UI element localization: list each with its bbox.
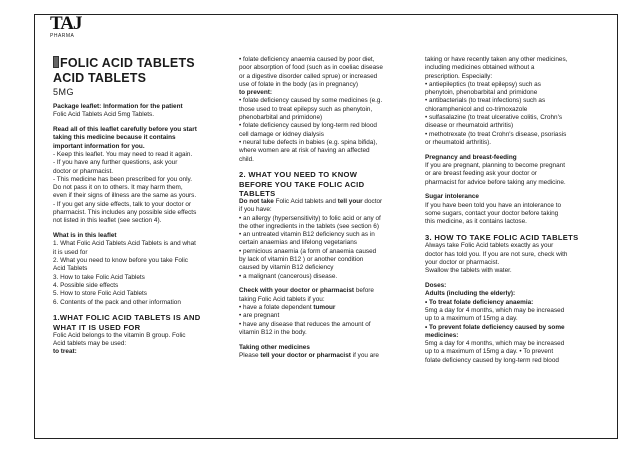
text-line: phenytoin, phenobarbital and primidone: [425, 89, 538, 97]
title-marker-icon: [53, 56, 59, 68]
text-line: up to a maximum of 15mg a day. • To prevent: [425, 348, 554, 356]
check-with-bold: Check with your doctor or pharmacist: [239, 287, 355, 295]
text-line: up to a maximum of 15mg a day.: [425, 315, 518, 323]
tell-doctor-line: [239, 352, 391, 360]
to-prevent-label: to prevent:: [239, 89, 273, 97]
text-line: - Keep this leaflet. You may need to read it again.: [53, 150, 193, 158]
section-1-heading: 1.WHAT FOLIC ACID TABLETS IS AND: [53, 313, 201, 323]
text-line: chloramphenicol and co-trimoxazole: [425, 105, 528, 113]
tell-your-bold: tell your: [337, 197, 363, 205]
column-1: [53, 56, 213, 357]
text-line: or are breast feeding ask your doctor or: [425, 170, 537, 178]
text-line: doctor has told you. If you are not sure, check with: [425, 250, 568, 258]
adults-heading: Adults (including the elderly):: [425, 290, 516, 298]
toc-item: it is used for: [53, 248, 88, 256]
text-line: prescription. Especially:: [425, 72, 493, 80]
text-line: • folate deficiency caused by long-term red blood: [239, 122, 377, 130]
toc-item: Acid Tablets: [53, 265, 88, 273]
company-logo: [50, 14, 80, 50]
text-line: the other ingredients in the tablets (see section 6): [239, 222, 379, 230]
doses-heading: Doses:: [425, 282, 447, 290]
text-line: poor absorption of food (such as in coeliac disease: [239, 64, 383, 72]
text-line: caused by vitamin B12 deficiency: [239, 264, 334, 272]
toc-item: 4. Possible side effects: [53, 281, 119, 289]
text-line: taking or have recently taken any other medicines,: [425, 56, 568, 63]
text-line: • have any disease that reduces the amount of: [239, 320, 371, 328]
do-not-take-text: Folic Acid tablets and: [273, 197, 338, 205]
read-all-line: important information for you.: [53, 142, 145, 150]
text-line: • neural tube defects in babies (e.g. spina bifida),: [239, 138, 378, 146]
text-line: taking Folic Acid tablets if you:: [239, 295, 325, 303]
text-line: If you have been told you have an intolerance to: [425, 201, 562, 209]
text-line: disease or rheumatoid arthritis): [425, 122, 514, 130]
text-line: pharmacist. This includes any possible side effects: [53, 209, 197, 217]
strength-label: 5MG: [53, 87, 75, 97]
text-line: by lack of vitamin B12 ) or another condition: [239, 256, 364, 264]
text-line: this medicine, as it contains lactose.: [425, 218, 527, 226]
prevent-heading: medicines:: [425, 331, 459, 339]
check-with-end: before: [354, 287, 374, 295]
toc-item: 6. Contents of the pack and other information: [53, 298, 181, 306]
logo-text: TAJ: [50, 13, 82, 34]
text-line: doctor or pharmacist.: [53, 167, 114, 175]
column-2: [239, 56, 391, 360]
text-line: some sugars, contact your doctor before taking: [425, 210, 559, 218]
text-line: pharmacist for advice before taking any medicine.: [425, 178, 566, 186]
do-not-take-bold: Do not take: [239, 197, 274, 205]
pregnancy-heading: Pregnancy and breast-feeding: [425, 153, 517, 161]
other-medicines-heading: Taking other medicines: [239, 343, 310, 351]
do-not-take-line: [239, 198, 391, 206]
text-line: your doctor or pharmacist.: [425, 258, 500, 266]
text-line: child.: [239, 155, 254, 163]
tumour-pre: • have a folate dependent: [239, 304, 314, 312]
text-line: where women are at risk of having an affected: [239, 147, 370, 155]
text-line: Folic Acid belongs to the vitamin B group. Folic: [53, 331, 186, 339]
text-line: - If you have any further questions, ask your: [53, 159, 178, 167]
tell-bold: tell your doctor or pharmacist: [260, 352, 351, 360]
text-line: certain anaemias and lifelong vegetarians: [239, 239, 357, 247]
text-line: if you have:: [239, 206, 272, 214]
toc-item: 3. How to take Folic Acid Tablets: [53, 273, 145, 281]
sugar-heading: Sugar intolerance: [425, 193, 479, 201]
toc-item: 1. What Folic Acid Tablets Acid Tablets is and what: [53, 240, 196, 248]
toc-item: 2. What you need to know before you take Folic: [53, 257, 188, 265]
text-line: • sulfasalazine (to treat ulcerative colitis, Crohn's: [425, 114, 563, 122]
text-line: • folate deficiency anaemia caused by poor diet,: [239, 56, 375, 63]
tell-pre: Please: [239, 352, 261, 360]
text-line: 5mg a day for 4 months, which may be increased: [425, 340, 565, 348]
section-2-heading: 2. WHAT YOU NEED TO KNOW: [239, 170, 358, 180]
column-3: [425, 56, 590, 365]
check-with-line: [239, 287, 391, 295]
tumour-bold: tumour: [313, 304, 336, 312]
section-3-heading: 3. HOW TO TAKE FOLIC ACID TABLETS: [425, 233, 579, 243]
text-line: vitamin B12 in the body.: [239, 328, 307, 336]
text-line: • antibacterials (to treat infections) such as: [425, 97, 546, 105]
text-line: use of folate in the body (as in pregnancy): [239, 80, 359, 88]
leaflet-product: Folic Acid Tablets Acid 5mg Tablets.: [53, 111, 154, 119]
read-all-line: Read all of this leaflet carefully before you start: [53, 126, 197, 134]
tumour-line: [239, 304, 391, 312]
text-line: including medicines obtained without a: [425, 64, 535, 72]
section-1-heading: WHAT IT IS USED FOR: [53, 322, 141, 332]
prevent-heading: • To prevent folate deficiency caused by some: [425, 323, 565, 331]
text-line: Acid tablets may be used:: [53, 340, 127, 348]
text-line: Always take Folic Acid tablets exactly as your: [425, 242, 554, 250]
text-line: • a malignant (cancerous) disease.: [239, 272, 338, 280]
document-title: [53, 56, 213, 71]
text-line: those used to treat epilepsy such as phenytoin,: [239, 105, 373, 113]
text-line: Do not pass it on to others. It may harm them,: [53, 184, 183, 192]
text-line: even if their signs of illness are the same as yours.: [53, 192, 197, 200]
text-line: • are pregnant: [239, 312, 280, 320]
text-line: • an untreated vitamin B12 deficiency such as in: [239, 231, 375, 239]
text-line: phenobarbital and primidone): [239, 114, 323, 122]
title-line-2: ACID TABLETS: [53, 70, 147, 85]
treat-heading: • To treat folate deficiency anaemia:: [425, 298, 534, 306]
text-line: • antiepileptics (to treat epilepsy) such as: [425, 80, 541, 88]
toc-heading: What is in this leaflet: [53, 232, 117, 240]
text-line: • methotrexate (to treat Crohn's disease, psoriasis: [425, 130, 567, 138]
text-line: folate deficiency caused by long-term red blood: [425, 356, 559, 364]
text-line: If you are pregnant, planning to become pregnant: [425, 162, 565, 170]
leaflet-heading: Package leaflet: Information for the patient: [53, 103, 183, 110]
text-line: Swallow the tablets with water.: [425, 267, 512, 275]
text-line: • folate deficiency caused by some medicines (e.g.: [239, 97, 383, 105]
text-line: not listed in this leaflet (see section 4).: [53, 217, 162, 225]
section-2-heading: BEFORE YOU TAKE FOLIC ACID: [239, 179, 365, 189]
text-line: - This medicine has been prescribed for you only.: [53, 175, 193, 183]
read-all-line: taking this medicine because it contains: [53, 134, 176, 142]
section-2-heading: TABLETS: [239, 188, 276, 198]
text-line: - If you get any side effects, talk to your doctor or: [53, 200, 192, 208]
logo-subtext: PHARMA: [50, 33, 75, 39]
doctor-text: doctor: [362, 197, 383, 205]
tell-end: if you are: [350, 352, 379, 360]
toc-item: 5. How to store Folic Acid Tablets: [53, 290, 148, 298]
text-line: or a digestive disorder called sprue) or increased: [239, 72, 378, 80]
title-line-1: FOLIC ACID TABLETS: [60, 56, 195, 70]
text-line: 5mg a day for 4 months, which may be increased: [425, 306, 565, 314]
to-treat-label: to treat:: [53, 348, 77, 356]
text-line: or rheumatoid arthritis).: [425, 138, 492, 146]
text-line: cell damage or kidney dialysis: [239, 130, 324, 138]
text-line: • an allergy (hypersensitivity) to folic acid or any of: [239, 214, 381, 222]
text-line: • pernicious anaemia (a form of anaemia caused: [239, 247, 377, 255]
